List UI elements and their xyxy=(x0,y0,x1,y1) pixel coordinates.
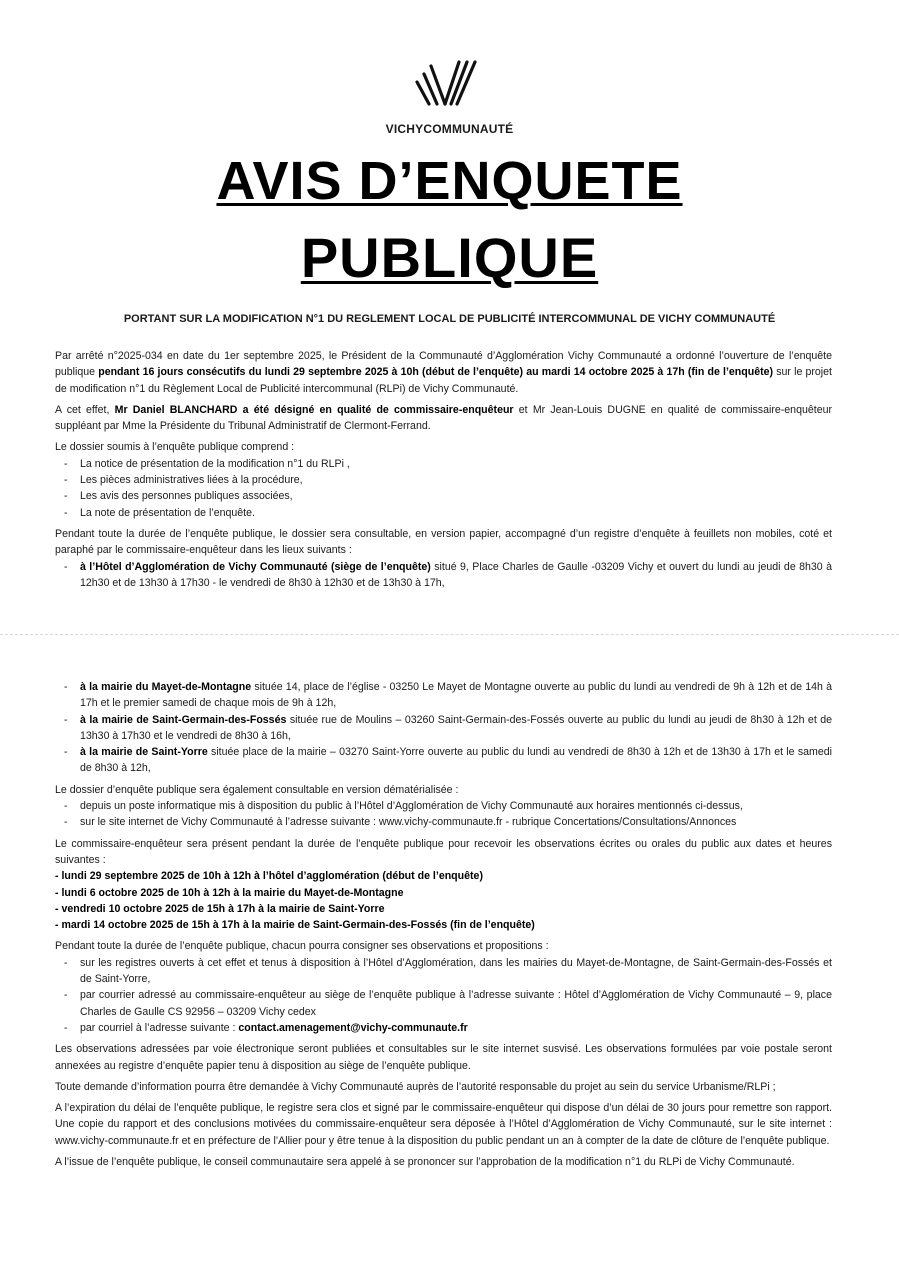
list-item: - depuis un poste informatique mis à disposition du public à l’Hôtel d’Agglomération de Vichy Communauté aux horaires mentionnés ci-dessus, xyxy=(55,798,832,814)
brand-name xyxy=(0,122,899,136)
schedule-item: - mardi 14 octobre 2025 de 15h à 17h à la mairie de Saint-Germain-des-Fossés (fin de l’enquête) xyxy=(55,919,535,932)
observations-intro: Pendant toute la durée de l’enquête publique, chacun pourra consigner ses observations et propositions : xyxy=(55,940,549,953)
title-line-2: PUBLIQUE xyxy=(300,226,599,289)
location-saint-germain: - à la mairie de Saint-Germain-des-Fossés située rue de Moulins – 03260 Saint-Germain-des-Fossés ouverte au public du lundi au jeudi de 8h30 à 12h et de 13h30 à 17h30 et le vendredi de 8h30 à 16h, xyxy=(55,712,832,745)
permanences-intro: Le commissaire-enquêteur sera présent pendant la durée de l’enquête publique pour recevoir les observations écrites ou orales du public aux dates et heures suivantes : xyxy=(55,837,832,866)
list-item: - La note de présentation de l’enquête. xyxy=(55,505,832,521)
location-mayet-de-montagne: - à la mairie du Mayet-de-Montagne située 14, place de l’église - 03250 Le Mayet de Montagne ouverte au public du lundi au vendredi de 9h à 12h et de 14h à 17h et le premier samedi de chaque mois de 9h à 12h, xyxy=(55,679,832,712)
brand-bold: VICHY xyxy=(385,122,424,136)
lower-text-block xyxy=(55,679,832,1170)
list-item: - sur le site internet de Vichy Communauté à l’adresse suivante : www.vichy-communaute.fr - rubrique Concertations/Consultations/Annonces xyxy=(55,814,832,830)
schedule-item: - vendredi 10 octobre 2025 de 15h à 17h à la mairie de Saint-Yorre xyxy=(55,902,385,915)
dematerialise-intro: Le dossier d’enquête publique sera également consultable en version dématérialisée : xyxy=(55,783,459,796)
list-item: - Les pièces administratives liées à la procédure, xyxy=(55,472,832,488)
paragraph-observations-published: Les observations adressées par voie électronique seront publiées et consultables sur le site internet susvisé. Les observations formulées par voie postale seront annexées au registre d’enquête papier tenu à disposition au siège de l’enquête publique. xyxy=(55,1043,832,1072)
list-item: - par courrier adressé au commissaire-enquêteur au siège de l’enquête publique à l’adresse suivante : Hôtel d’Agglomération de Vichy Communauté – 9, place Charles de Gaulle CS 92956 – 03209 Vichy cedex xyxy=(55,987,832,1020)
dossier-intro: Le dossier soumis à l’enquête publique comprend : xyxy=(55,441,295,454)
location-saint-yorre: - à la mairie de Saint-Yorre située place de la mairie – 03270 Saint-Yorre ouverte au public du lundi au vendredi de 8h30 à 12h et de 13h30 à 17h et le samedi de 8h30 à 12h, xyxy=(55,744,832,777)
list-item: - La notice de présentation de la modification n°1 du RLPi , xyxy=(55,456,832,472)
v-stripes-logo-icon xyxy=(415,60,485,108)
brand-rest: COMMUNAUTÉ xyxy=(423,122,514,136)
paragraph-rapport: A l’expiration du délai de l’enquête publique, le registre sera clos et signé par le commissaire-enquêteur qui dispose d’un délai de 30 jours pour remettre son rapport. Une copie du rapport et des conclusions motivées du commissaire-enquêteur sera déposée à l’Hôtel d’Agglomération de Vichy Communauté, sur le site internet : www.vichy-communaute.fr et en préfecture de l’Allier pour y être tenue à la disposition du public pendant un an à compter de la date de clôture de l’enquête publique. xyxy=(55,1102,832,1147)
paragraph-commissaire: A cet effet, Mr Daniel BLANCHARD a été désigné en qualité de commissaire-enquêteur et Mr Jean-Louis DUGNE en qualité de commissaire-enquêteur suppléant par Mme la Présidente du Tribunal Administratif de Clermont-Ferrand. xyxy=(55,403,832,433)
subtitle: PORTANT SUR LA MODIFICATION N°1 DU REGLEMENT LOCAL DE PUBLICITÉ INTERCOMMUNAL DE VICHY COMMUNAUTÉ xyxy=(123,313,776,325)
upper-text-block xyxy=(55,348,832,591)
schedule-item: - lundi 29 septembre 2025 de 10h à 12h à l’hôtel d’agglomération (début de l’enquête) xyxy=(55,870,483,883)
location-hotel-agglomeration: - à l’Hôtel d’Agglomération de Vichy Communauté (siège de l’enquête) situé 9, Place Charles de Gaulle -03209 Vichy et ouvert du lundi au jeudi de 8h30 à 12h30 et de 13h30 à 17h30 - le vendredi de 8h30 à 12h30 et de 13h30 à 17h, xyxy=(55,559,832,592)
consultation-intro: Pendant toute la durée de l’enquête publique, le dossier sera consultable, en version papier, accompagné d’un registre d’enquête à feuillets non mobiles, coté et paraphé par le commissaire-enquêteur dans les lieux suivants : xyxy=(55,527,832,557)
page-break-divider xyxy=(0,634,899,636)
list-item: - sur les registres ouverts à cet effet et tenus à disposition à l’Hôtel d’Agglomération, dans les mairies du Mayet-de-Montagne, de Saint-Germain-des-Fossés et de Saint-Yorre, xyxy=(55,955,832,988)
title-line-1: AVIS D’ENQUETE xyxy=(216,151,683,211)
schedule-item: - lundi 6 octobre 2025 de 10h à 12h à la mairie du Mayet-de-Montagne xyxy=(55,886,404,899)
paragraph-arrete: Par arrêté n°2025-034 en date du 1er septembre 2025, le Président de la Communauté d’Agglomération Vichy Communauté a ordonné l’ouverture de l’enquête publique pendant 16 jours consécutifs du lundi 29 septembre 2025 à 10h (début de l’enquête) au mardi 14 octobre 2025 à 17h (fin de l’enquête) sur le projet de modification n°1 du Règlement Local de Publicité intercommunal (RLPi) de Vichy Communauté. xyxy=(55,350,832,395)
paragraph-information: Toute demande d’information pourra être demandée à Vichy Communauté auprès de l’autorité responsable du projet au sein du service Urbanisme/RLPi ; xyxy=(55,1080,776,1093)
list-item: - Les avis des personnes publiques associées, xyxy=(55,488,832,504)
list-item-email: - par courriel à l’adresse suivante : contact.amenagement@vichy-communaute.fr xyxy=(55,1020,832,1036)
paragraph-issue: A l’issue de l’enquête publique, le conseil communautaire sera appelé à se prononcer sur l’approbation de la modification n°1 du RLPi de Vichy Communauté. xyxy=(55,1156,795,1169)
